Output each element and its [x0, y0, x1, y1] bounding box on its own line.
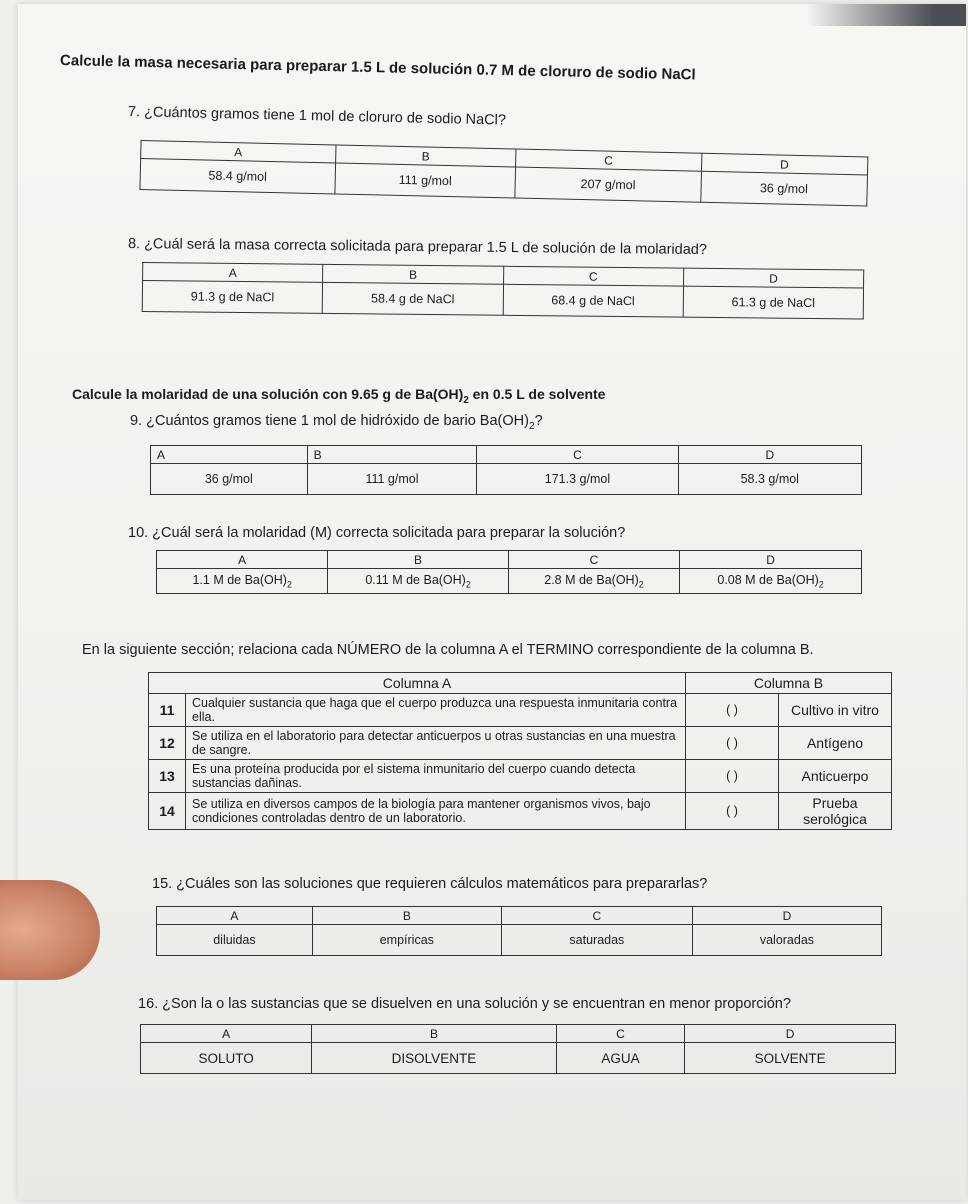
question-9: 9. ¿Cuántos gramos tiene 1 mol de hidróxido de bario $Ba(OH)_2$? — [130, 413, 543, 432]
option-label-a: A — [157, 551, 328, 569]
question-8: 8. ¿Cuál será la masa correcta solicitada para preparar 1.5 L de solución de la molaridad? — [127, 236, 708, 259]
term: Anticuerpo — [779, 760, 892, 793]
option-c[interactable]: 2.8 M de $Ba(OH)_2$ — [508, 569, 679, 594]
option-label-d: D — [701, 153, 868, 175]
row-description: Es una proteína producida por el sistema inmunitario del cuerpo cuando detecta sustancias dañinas. — [186, 760, 686, 793]
matching-table — [148, 672, 892, 830]
option-d[interactable]: valoradas — [692, 925, 881, 956]
background-edge — [806, 4, 966, 26]
term: Antígeno — [779, 727, 892, 760]
option-c[interactable]: AGUA — [556, 1043, 685, 1074]
option-d[interactable]: 0.08 M de $Ba(OH)_2$ — [680, 569, 862, 594]
option-label-a: A — [143, 263, 323, 283]
row-description: Se utiliza en diversos campos de la biología para mantener organismos vivos, bajo condiciones controladas dentro de un laboratorio. — [186, 793, 686, 830]
option-label-b: B — [328, 551, 508, 569]
option-label-d: D — [683, 268, 863, 288]
option-label-a: A — [151, 446, 308, 464]
option-a[interactable]: diluidas — [157, 925, 313, 956]
option-c[interactable]: 68.4 g de NaCl — [503, 284, 684, 317]
option-a[interactable]: 91.3 g de NaCl — [142, 281, 323, 314]
section-heading-nacl: Calcule la masa necesaria para preparar 1.5 L de solución 0.7 M de cloruro de sodio NaCl — [59, 52, 696, 84]
answer-blank[interactable]: ( ) — [686, 793, 779, 830]
matching-row — [149, 694, 892, 727]
question-15: 15. ¿Cuáles son las soluciones que requieren cálculos matemáticos para prepararlas? — [152, 876, 708, 892]
question-7: 7. ¿Cuántos gramos tiene 1 mol de cloruro de sodio NaCl? — [127, 104, 507, 129]
option-label-a: A — [141, 1025, 312, 1043]
row-number: 11 — [149, 694, 186, 727]
option-label-b: B — [323, 264, 503, 284]
options-table-q8 — [142, 262, 864, 320]
answer-blank[interactable]: ( ) — [686, 760, 779, 793]
option-b[interactable]: empíricas — [312, 925, 501, 956]
option-label-c: C — [556, 1025, 685, 1043]
option-label-b: B — [312, 907, 501, 925]
option-label-d: D — [678, 446, 861, 464]
option-label-b: B — [335, 145, 516, 167]
section-heading-baoh2: Calcule la molaridad de una solución con 9.65 g de $Ba(OH)_2$ en 0.5 L de solvente — [72, 386, 606, 406]
matching-row — [149, 793, 892, 830]
option-label-b: B — [307, 446, 477, 464]
question-10: 10. ¿Cuál será la molaridad (M) correcta solicitada para preparar la solución? — [128, 525, 626, 541]
option-d[interactable]: 61.3 g de NaCl — [683, 286, 864, 319]
option-c[interactable]: 207 g/mol — [515, 167, 701, 202]
row-number: 12 — [149, 727, 186, 760]
row-number: 14 — [149, 793, 186, 830]
option-a[interactable]: 36 g/mol — [151, 464, 308, 495]
row-description: Se utiliza en el laboratorio para detectar anticuerpos u otras sustancias en una muestra de sangre. — [186, 727, 686, 760]
option-b[interactable]: DISOLVENTE — [312, 1043, 557, 1074]
option-c[interactable]: saturadas — [501, 925, 692, 956]
option-b[interactable]: 58.4 g de NaCl — [322, 282, 503, 315]
option-label-c: C — [508, 551, 679, 569]
question-16: 16. ¿Son la o las sustancias que se disuelven en una solución y se encuentran en menor proporción? — [138, 996, 791, 1012]
option-label-c: C — [516, 149, 702, 171]
matching-instruction: En la siguiente sección; relaciona cada NÚMERO de la columna A el TERMINO correspondiente de la columna B. — [82, 642, 814, 658]
row-number: 13 — [149, 760, 186, 793]
option-a[interactable]: 1.1 M de $Ba(OH)_2$ — [157, 569, 328, 594]
option-b[interactable]: 111 g/mol — [307, 464, 477, 495]
option-label-c: C — [503, 266, 683, 286]
option-a[interactable]: SOLUTO — [141, 1043, 312, 1074]
option-d[interactable]: 36 g/mol — [700, 171, 867, 206]
option-label-d: D — [685, 1025, 896, 1043]
answer-blank[interactable]: ( ) — [686, 727, 779, 760]
option-b[interactable]: 0.11 M de $Ba(OH)_2$ — [328, 569, 508, 594]
option-label-c: C — [501, 907, 692, 925]
option-label-a: A — [141, 141, 336, 163]
option-d[interactable]: 58.3 g/mol — [678, 464, 861, 495]
options-table-q15 — [156, 906, 882, 956]
option-c[interactable]: 171.3 g/mol — [477, 464, 678, 495]
matching-row — [149, 760, 892, 793]
row-description: Cualquier sustancia que haga que el cuerpo produzca una respuesta inmunitaria contra ella. — [186, 694, 686, 727]
matching-row — [149, 727, 892, 760]
option-label-c: C — [477, 446, 678, 464]
column-b-header: Columna B — [686, 673, 892, 694]
option-d[interactable]: SOLVENTE — [685, 1043, 896, 1074]
options-table-q10 — [156, 550, 862, 594]
term: Prueba serológica — [779, 793, 892, 830]
option-label-a: A — [157, 907, 313, 925]
options-table-q16 — [140, 1024, 896, 1074]
option-a[interactable]: 58.4 g/mol — [140, 159, 336, 194]
finger-photo — [0, 880, 100, 980]
option-label-d: D — [680, 551, 862, 569]
column-a-header: Columna A — [149, 673, 686, 694]
option-b[interactable]: 111 g/mol — [335, 163, 516, 198]
term: Cultivo in vitro — [779, 694, 892, 727]
option-label-b: B — [312, 1025, 557, 1043]
option-label-d: D — [692, 907, 881, 925]
options-table-q9 — [150, 445, 862, 495]
answer-blank[interactable]: ( ) — [686, 694, 779, 727]
